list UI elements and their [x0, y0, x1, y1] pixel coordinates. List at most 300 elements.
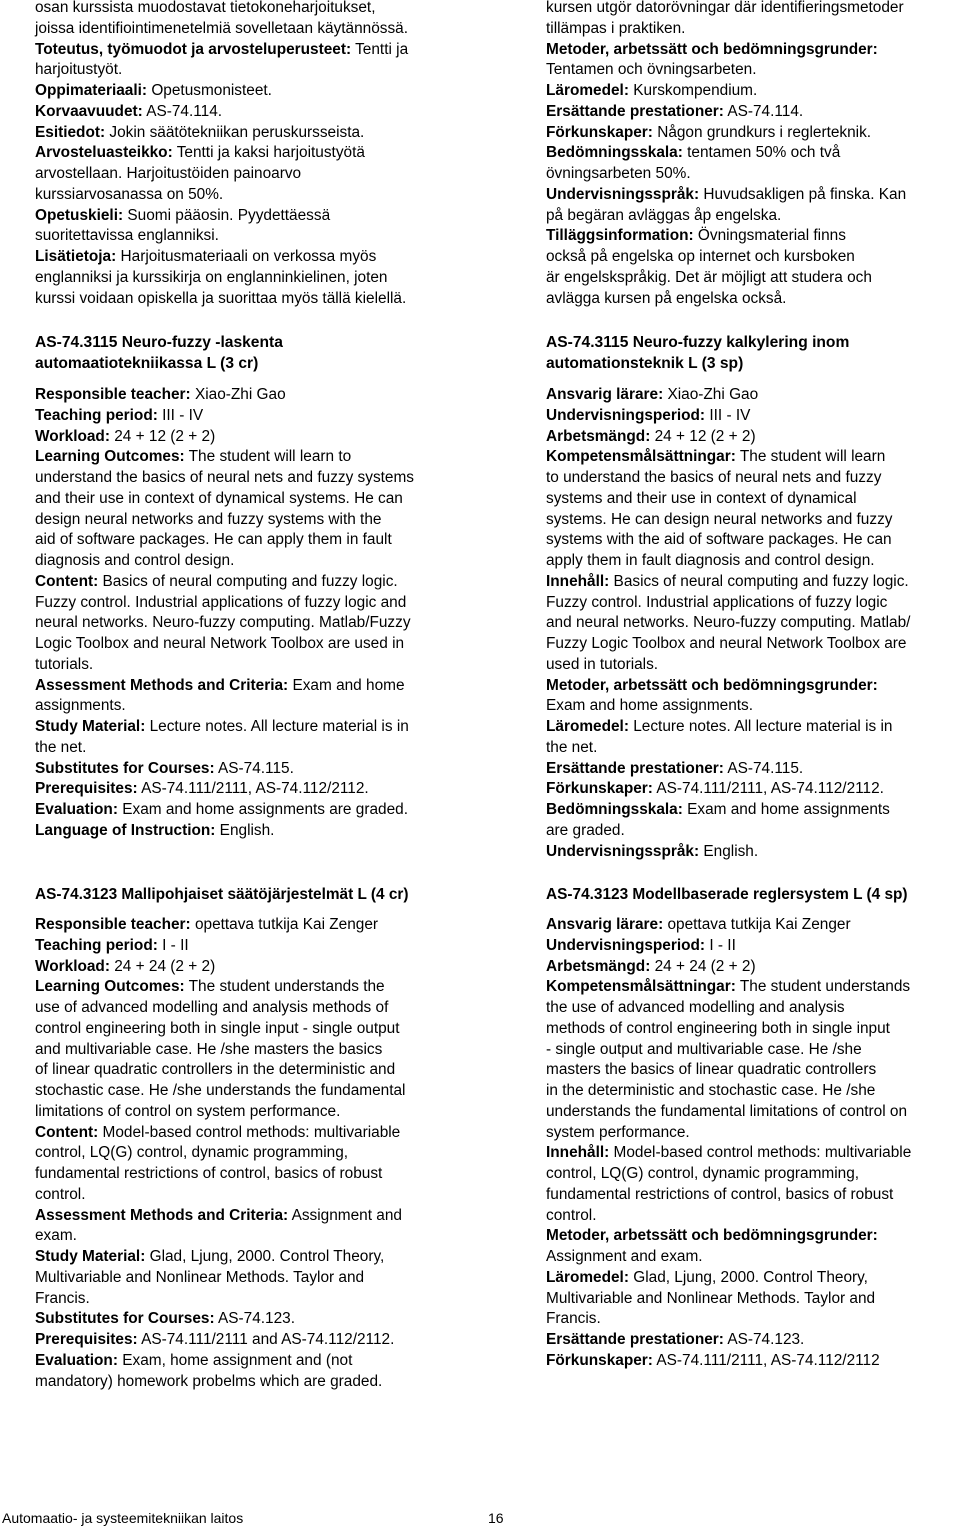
- field-value: 24 + 24 (2 + 2): [650, 957, 756, 975]
- field-value: AS-74.115.: [214, 759, 294, 777]
- left-course-2-title: [35, 885, 409, 906]
- text-line: [35, 1143, 405, 1164]
- right-course-2-body: [546, 915, 911, 1372]
- text-line: [546, 1081, 911, 1102]
- field-value: Basics of neural computing and fuzzy logic.: [609, 572, 909, 590]
- text-line: [35, 759, 414, 780]
- field-label: Study Material:: [35, 1248, 146, 1265]
- field-value: control.: [35, 1185, 86, 1203]
- text-line: [35, 1309, 405, 1330]
- field-label: Ersättande prestationer:: [546, 759, 724, 777]
- text-line: [546, 81, 906, 102]
- text-line: [546, 447, 910, 468]
- text-line: [35, 510, 414, 531]
- text-line: [35, 1019, 405, 1040]
- field-value: Assignment and: [288, 1206, 402, 1224]
- field-label: Substitutes for Courses:: [35, 1310, 215, 1328]
- text-line: [35, 572, 414, 593]
- text-line: [546, 676, 910, 697]
- text-line: [35, 1289, 405, 1310]
- field-label: Innehåll:: [546, 572, 610, 590]
- text-line: [35, 60, 408, 81]
- text-line: [35, 1226, 405, 1247]
- text-line: [35, 247, 408, 268]
- text-line: [546, 1040, 911, 1061]
- field-value: AS-74.111/2111, AS-74.112/2112: [652, 1351, 880, 1369]
- text-line: [546, 821, 910, 842]
- field-value: control, LQ(G) control, dynamic programming,: [35, 1144, 349, 1162]
- field-value: Francis.: [546, 1310, 601, 1328]
- field-value: the net.: [546, 738, 598, 756]
- field-value: systems. He can design neural networks and fuzzy: [546, 510, 893, 528]
- field-value: Opetusmonisteet.: [147, 82, 272, 99]
- field-label: Responsible teacher:: [35, 386, 191, 403]
- field-label: Förkunskaper:: [546, 1351, 653, 1369]
- left-course-1-title: [35, 333, 283, 375]
- field-label: Oppimateriaali:: [35, 82, 148, 99]
- field-value: Exam, home assignment and (not: [117, 1351, 353, 1369]
- field-value: också på engelska op internet och kursboken: [546, 248, 855, 265]
- field-label: Kompetensmålsättningar:: [546, 978, 736, 996]
- text-line: [546, 406, 910, 427]
- text-line: [546, 572, 910, 593]
- text-line: [35, 102, 408, 123]
- course-title-line: [546, 885, 908, 906]
- field-value: arvostellaan. Harjoitustöiden painoarvo: [35, 165, 302, 182]
- field-label: Prerequisites:: [35, 780, 138, 798]
- field-value: Assignment and exam.: [546, 1248, 703, 1265]
- field-label: Assessment Methods and Criteria:: [35, 676, 289, 694]
- text-line: [546, 936, 911, 957]
- field-value: Exam and home: [288, 676, 405, 694]
- field-value: Model-based control methods: multivariable: [98, 1123, 401, 1141]
- field-value: understand the basics of neural nets and fuzzy systems: [35, 469, 414, 486]
- field-value: control.: [546, 1206, 597, 1224]
- right-course-1-title: [546, 333, 849, 375]
- text-line: [35, 289, 408, 310]
- field-label: Förkunskaper:: [546, 780, 653, 798]
- field-value: Logic Toolbox and neural Network Toolbox are used in: [35, 635, 405, 652]
- text-line: [35, 779, 414, 800]
- text-line: [546, 143, 906, 164]
- text-line: [546, 977, 911, 998]
- field-value: III - IV: [705, 406, 751, 424]
- field-value: the net.: [35, 738, 87, 756]
- field-value: Multivariable and Nonlinear Methods. Taylor and: [35, 1268, 365, 1286]
- field-value: Xiao-Zhi Gao: [663, 386, 759, 403]
- field-value: and neural networks. Neuro-fuzzy computing. Matlab/: [546, 614, 911, 632]
- text-line: [35, 1330, 405, 1351]
- field-label: Metoder, arbetssätt och bedömningsgrunder:: [546, 1227, 878, 1245]
- text-line: [546, 779, 910, 800]
- text-line: [35, 530, 414, 551]
- field-value: and multivariable case. He /she masters the basics: [35, 1040, 383, 1058]
- field-value: Tentamen och övningsarbeten.: [546, 61, 757, 79]
- field-value: the use of advanced modelling and analysis: [546, 999, 845, 1016]
- text-line: [35, 634, 414, 655]
- field-value: AS-74.114.: [723, 102, 804, 120]
- field-label: Assessment Methods and Criteria:: [35, 1206, 289, 1224]
- field-label: Läromedel:: [546, 1268, 629, 1286]
- field-value: The student understands: [735, 978, 911, 996]
- field-value: used in tutorials.: [546, 655, 659, 673]
- field-value: tillämpas i praktiken.: [546, 19, 686, 37]
- field-value: opettava tutkija Kai Zenger: [190, 916, 379, 933]
- text-line: [546, 1185, 911, 1206]
- field-value: systems with the aid of software packages. He can: [546, 531, 892, 549]
- field-label: Ersättande prestationer:: [546, 1331, 724, 1348]
- field-value: kurssi voidaan opiskella ja suorittaa myös tällä kielellä.: [35, 289, 407, 307]
- field-value: Glad, Ljung, 2000. Control Theory,: [145, 1248, 385, 1265]
- text-line: [35, 676, 414, 697]
- text-line: [546, 289, 906, 310]
- footer-page-number: 16: [488, 1510, 504, 1526]
- field-value: Basics of neural computing and fuzzy logic.: [98, 572, 398, 590]
- right-course-1-body: [546, 385, 910, 862]
- field-value: are graded.: [546, 821, 625, 839]
- text-line: [546, 268, 906, 289]
- text-line: [35, 81, 408, 102]
- field-value: Harjoitusmateriaali on verkossa myös: [116, 248, 377, 265]
- field-value: mandatory) homework probelms which are graded.: [35, 1372, 383, 1390]
- text-line: [35, 821, 414, 842]
- text-line: [35, 1102, 405, 1123]
- text-line: [546, 1143, 911, 1164]
- text-line: [546, 1226, 911, 1247]
- field-value: Exam and home assignments are graded.: [117, 801, 408, 818]
- field-label: Teaching period:: [35, 406, 158, 424]
- field-value: automationsteknik L (3 sp): [546, 354, 744, 372]
- field-value: exam.: [35, 1227, 77, 1245]
- field-label: Tilläggsinformation:: [546, 227, 694, 245]
- field-label: Content:: [35, 1123, 99, 1141]
- text-line: [35, 1247, 405, 1268]
- field-value: osan kurssista muodostavat tietokoneharjoitukset,: [35, 0, 376, 16]
- text-line: [546, 1247, 911, 1268]
- field-value: The student will learn: [735, 448, 886, 466]
- text-line: [35, 406, 414, 427]
- field-label: Substitutes for Courses:: [35, 759, 215, 777]
- text-line: [35, 19, 408, 40]
- field-value: Xiao-Zhi Gao: [190, 386, 286, 403]
- field-value: apply them in fault diagnosis and control design.: [546, 552, 875, 569]
- text-line: [35, 427, 414, 448]
- field-value: in the deterministic and stochastic case. He /she: [546, 1082, 876, 1099]
- field-label: Arbetsmängd:: [546, 957, 651, 975]
- field-label: Bedömningsskala:: [546, 144, 683, 162]
- field-label: Undervisningsperiod:: [546, 406, 706, 424]
- text-line: [35, 1060, 405, 1081]
- text-line: [546, 1206, 911, 1227]
- field-label: Ansvarig lärare:: [546, 916, 664, 933]
- text-line: [35, 143, 408, 164]
- field-value: aid of software packages. He can apply them in fault: [35, 531, 392, 549]
- text-line: [546, 1123, 911, 1144]
- field-label: Learning Outcomes:: [35, 978, 185, 996]
- field-value: to understand the basics of neural nets and fuzzy: [546, 469, 882, 486]
- field-value: AS-74.111/2111, AS-74.112/2112.: [137, 780, 369, 798]
- text-line: [546, 800, 910, 821]
- text-line: [546, 696, 910, 717]
- text-line: [35, 1185, 405, 1206]
- text-line: [546, 717, 910, 738]
- field-value: AS-74.111/2111, AS-74.112/2112.: [652, 780, 884, 798]
- footer-department: Automaatio- ja systeemitekniikan laitos: [2, 1510, 244, 1526]
- field-value: AS-74.123.: [723, 1331, 805, 1348]
- text-line: [546, 1289, 911, 1310]
- field-value: på begäran avläggas åp engelska.: [546, 206, 782, 224]
- text-line: [35, 385, 414, 406]
- field-value: AS-74.3123 Modellbaserade reglersystem L (4 sp): [546, 886, 908, 903]
- field-value: opettava tutkija Kai Zenger: [663, 916, 851, 933]
- field-label: Evaluation:: [35, 1351, 118, 1369]
- text-line: [546, 510, 910, 531]
- field-label: Responsible teacher:: [35, 916, 191, 933]
- field-value: methods of control engineering both in single input: [546, 1019, 890, 1037]
- field-value: understands the fundamental limitations of control on: [546, 1102, 908, 1120]
- text-line: [35, 40, 408, 61]
- text-line: [546, 915, 911, 936]
- field-label: Undervisningsperiod:: [546, 936, 706, 954]
- field-value: fundamental restrictions of control, basics of robust: [35, 1165, 383, 1182]
- text-line: [35, 447, 414, 468]
- field-value: AS-74.115.: [723, 759, 804, 777]
- field-value: Fuzzy control. Industrial applications of fuzzy logic and: [35, 593, 407, 611]
- text-line: [546, 530, 910, 551]
- field-label: Metoder, arbetssätt och bedömningsgrunder:: [546, 676, 878, 694]
- field-value: Övningsmaterial finns: [693, 227, 846, 245]
- field-label: Kompetensmålsättningar:: [546, 448, 736, 466]
- text-line: [35, 800, 414, 821]
- text-line: [546, 185, 906, 206]
- text-line: [35, 185, 408, 206]
- text-line: [546, 957, 911, 978]
- text-line: [546, 1060, 911, 1081]
- text-line: [546, 1268, 911, 1289]
- text-line: [546, 1102, 911, 1123]
- text-line: [35, 1206, 405, 1227]
- text-line: [546, 593, 910, 614]
- course-title-line: [546, 333, 849, 354]
- right-course-2-title: [546, 885, 908, 906]
- field-value: harjoitustyöt.: [35, 61, 123, 79]
- text-line: [546, 226, 906, 247]
- left-course-2-body: [35, 915, 405, 1392]
- field-value: suoritettavissa englanniksi.: [35, 227, 219, 245]
- field-value: The student understands the: [184, 978, 385, 996]
- text-line: [35, 1351, 405, 1372]
- field-value: Kurskompendium.: [628, 82, 758, 99]
- text-line: [35, 977, 405, 998]
- field-label: Bedömningsskala:: [546, 801, 683, 818]
- field-value: Huvudsakligen på finska. Kan: [699, 185, 907, 203]
- field-value: English.: [699, 842, 759, 860]
- text-line: [546, 998, 911, 1019]
- field-value: Model-based control methods: multivariable: [609, 1144, 912, 1162]
- field-value: control, LQ(G) control, dynamic programming,: [546, 1165, 860, 1182]
- field-label: Opetuskieli:: [35, 206, 124, 224]
- field-label: Läromedel:: [546, 82, 629, 99]
- field-value: Någon grundkurs i reglerteknik.: [652, 123, 872, 141]
- text-line: [35, 551, 414, 572]
- field-value: fundamental restrictions of control, basics of robust: [546, 1185, 894, 1203]
- field-label: Language of Instruction:: [35, 821, 216, 839]
- field-value: English.: [215, 821, 275, 839]
- text-line: [35, 998, 405, 1019]
- field-value: I - II: [157, 936, 189, 954]
- text-line: [546, 247, 906, 268]
- text-line: [546, 427, 910, 448]
- field-value: The student will learn to: [184, 448, 352, 466]
- field-label: Content:: [35, 572, 99, 590]
- field-value: Exam and home assignments: [682, 801, 890, 818]
- field-value: Fuzzy Logic Toolbox and neural Network Toolbox are: [546, 635, 907, 652]
- text-line: [546, 385, 910, 406]
- field-value: limitations of control on system performance.: [35, 1102, 341, 1120]
- field-label: Metoder, arbetssätt och bedömningsgrunder:: [546, 40, 878, 58]
- field-label: Study Material:: [35, 718, 146, 735]
- field-value: avlägga kursen på engelska också.: [546, 289, 787, 307]
- field-value: kursen utgör datorövningar där identifieringsmetoder: [546, 0, 904, 16]
- field-label: Workload:: [35, 957, 110, 975]
- field-value: masters the basics of linear quadratic controllers: [546, 1061, 877, 1079]
- field-value: and their use in context of dynamical systems. He can: [35, 489, 403, 507]
- field-label: Förkunskaper:: [546, 123, 653, 141]
- text-line: [35, 164, 408, 185]
- text-line: [35, 936, 405, 957]
- field-label: Evaluation:: [35, 801, 118, 818]
- text-line: [35, 1040, 405, 1061]
- field-value: Jokin säätötekniikan peruskursseista.: [105, 123, 365, 141]
- text-line: [35, 1123, 405, 1144]
- text-line: [546, 489, 910, 510]
- text-line: [35, 1081, 405, 1102]
- text-line: [35, 206, 408, 227]
- field-value: AS-74.123.: [214, 1310, 296, 1328]
- field-value: övningsarbeten 50%.: [546, 165, 691, 182]
- field-value: neural networks. Neuro-fuzzy computing. Matlab/Fuzzy: [35, 614, 411, 632]
- right-intro-block: [546, 0, 906, 309]
- course-title-line: [35, 333, 283, 354]
- field-value: AS-74.114.: [142, 102, 223, 120]
- text-line: [546, 40, 906, 61]
- field-label: Innehåll:: [546, 1144, 610, 1162]
- field-label: Arbetsmängd:: [546, 427, 651, 445]
- field-value: AS-74.3115 Neuro-fuzzy -laskenta: [35, 334, 283, 351]
- text-line: [35, 1372, 405, 1393]
- left-intro-block: [35, 0, 408, 309]
- field-label: Undervisningsspråk:: [546, 185, 700, 203]
- text-line: [35, 489, 414, 510]
- field-value: 24 + 12 (2 + 2): [109, 427, 216, 445]
- text-line: [35, 0, 408, 19]
- field-value: diagnosis and control design.: [35, 552, 235, 569]
- text-line: [546, 655, 910, 676]
- text-line: [546, 60, 906, 81]
- field-value: AS-74.3123 Mallipohjaiset säätöjärjestelmät L (4 cr): [35, 886, 409, 903]
- field-value: Lecture notes. All lecture material is in: [145, 718, 409, 735]
- text-line: [546, 759, 910, 780]
- text-line: [35, 593, 414, 614]
- course-title-line: [546, 354, 849, 375]
- field-value: 24 + 12 (2 + 2): [650, 427, 756, 445]
- field-value: Lecture notes. All lecture material is in: [628, 718, 893, 735]
- field-value: Tentti ja kaksi harjoitustyötä: [172, 144, 365, 162]
- field-value: III - IV: [157, 406, 204, 424]
- text-line: [546, 1164, 911, 1185]
- text-line: [546, 123, 906, 144]
- field-value: of linear quadratic controllers in the deterministic and: [35, 1061, 396, 1079]
- field-label: Arvosteluasteikko:: [35, 144, 173, 162]
- text-line: [35, 468, 414, 489]
- field-value: stochastic case. He /she understands the fundamental: [35, 1082, 406, 1099]
- field-value: är engelskspråkig. Det är möjligt att studera och: [546, 268, 872, 286]
- field-label: Ersättande prestationer:: [546, 102, 724, 120]
- text-line: [35, 613, 414, 634]
- text-line: [35, 1164, 405, 1185]
- field-value: system performance.: [546, 1123, 690, 1141]
- field-label: Esitiedot:: [35, 123, 106, 141]
- text-line: [546, 19, 906, 40]
- field-value: Tentti ja: [351, 40, 409, 58]
- field-label: Prerequisites:: [35, 1331, 138, 1348]
- field-value: Suomi pääosin. Pyydettäessä: [123, 206, 331, 224]
- field-value: kurssiarvosanassa on 50%.: [35, 185, 224, 203]
- text-line: [546, 1309, 911, 1330]
- field-value: Fuzzy control. Industrial applications of fuzzy logic: [546, 593, 888, 611]
- text-line: [35, 226, 408, 247]
- field-value: AS-74.111/2111 and AS-74.112/2112.: [137, 1331, 395, 1348]
- field-value: joissa identifiointimenetelmiä sovelletaan käytännössä.: [35, 19, 409, 37]
- field-label: Teaching period:: [35, 936, 158, 954]
- field-value: englanniksi ja kurssikirja on englanninkielinen, joten: [35, 268, 388, 286]
- text-line: [35, 717, 414, 738]
- field-value: systems and their use in context of dynamical: [546, 489, 857, 507]
- field-label: Läromedel:: [546, 718, 629, 735]
- field-value: use of advanced modelling and analysis methods of: [35, 999, 389, 1016]
- text-line: [546, 842, 910, 863]
- text-line: [546, 1330, 911, 1351]
- field-value: Glad, Ljung, 2000. Control Theory,: [628, 1268, 868, 1286]
- text-line: [546, 164, 906, 185]
- field-value: - single output and multivariable case. He /she: [546, 1040, 862, 1058]
- field-value: assignments.: [35, 697, 126, 715]
- text-line: [546, 102, 906, 123]
- field-value: 24 + 24 (2 + 2): [109, 957, 216, 975]
- field-label: Learning Outcomes:: [35, 448, 185, 466]
- field-value: control engineering both in single input - single output: [35, 1019, 400, 1037]
- text-line: [35, 915, 405, 936]
- field-value: tentamen 50% och två: [682, 144, 841, 162]
- text-line: [35, 655, 414, 676]
- text-line: [546, 468, 910, 489]
- field-label: Lisätietoja:: [35, 248, 117, 265]
- field-value: I - II: [705, 936, 736, 954]
- field-value: AS-74.3115 Neuro-fuzzy kalkylering inom: [546, 334, 850, 351]
- text-line: [546, 0, 906, 19]
- text-line: [35, 957, 405, 978]
- text-line: [35, 268, 408, 289]
- field-label: Ansvarig lärare:: [546, 386, 664, 403]
- course-title-line: [35, 885, 409, 906]
- field-label: Workload:: [35, 427, 110, 445]
- field-label: Undervisningsspråk:: [546, 842, 700, 860]
- text-line: [546, 1351, 911, 1372]
- text-line: [35, 738, 414, 759]
- field-label: Toteutus, työmuodot ja arvosteluperusteet:: [35, 40, 352, 58]
- field-label: Korvaavuudet:: [35, 102, 143, 120]
- text-line: [546, 738, 910, 759]
